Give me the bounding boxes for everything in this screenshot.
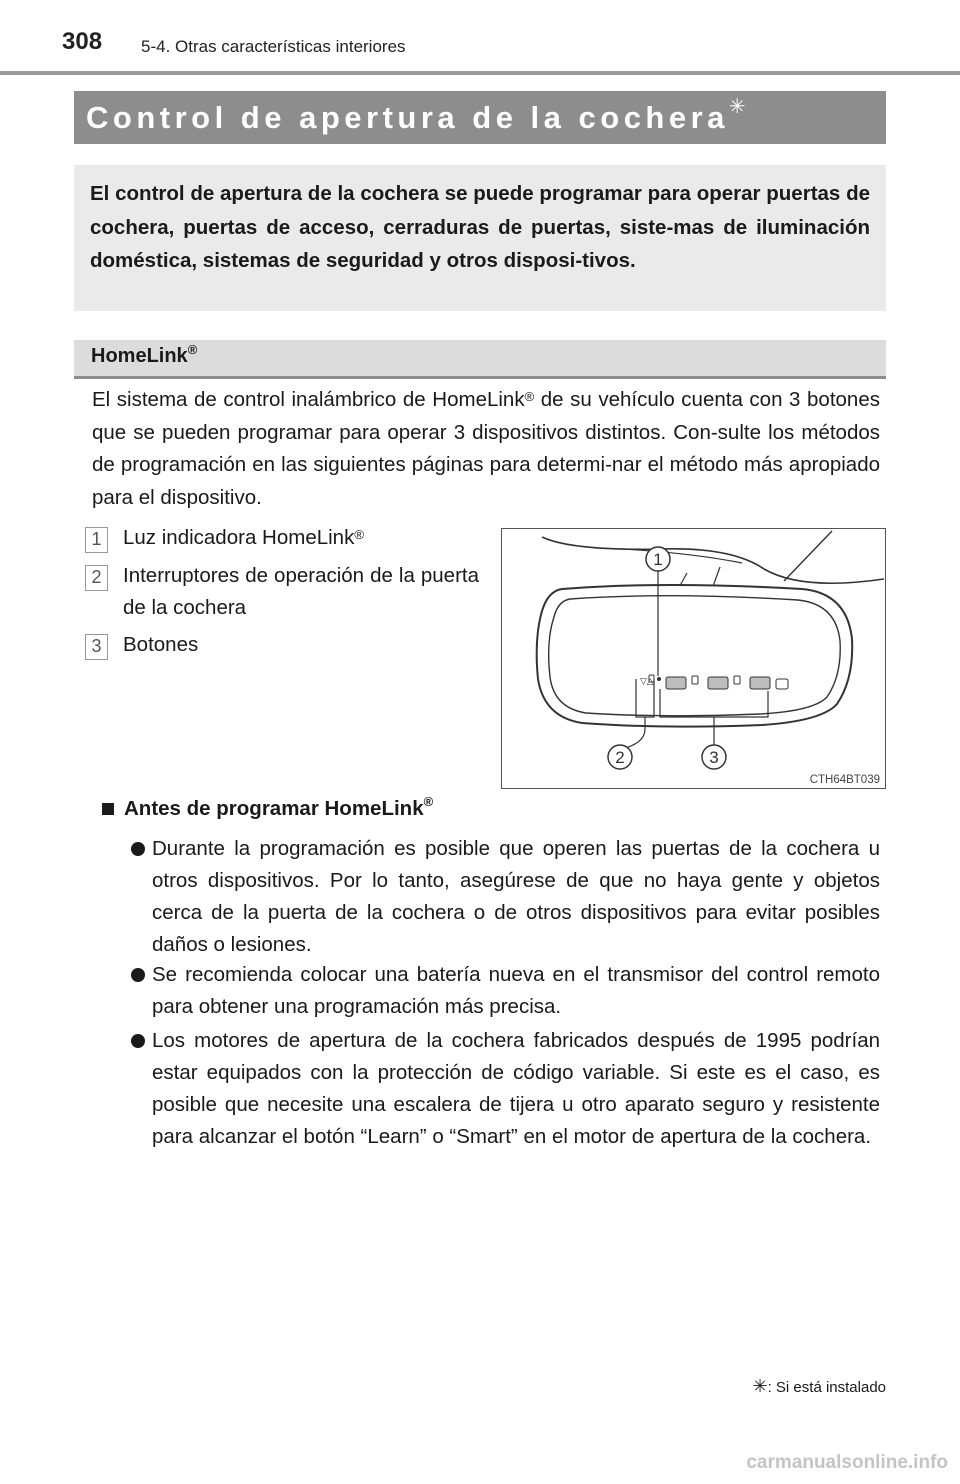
registered-mark: ® [187, 342, 198, 357]
mirror-figure [501, 528, 886, 789]
callout-1: 1 [653, 550, 663, 569]
intro-box [74, 165, 886, 311]
homelink-paragraph-part1: El sistema de control inalámbrico de HomeLink [92, 388, 525, 411]
before-programming-heading-text: Antes de programar HomeLink [124, 797, 424, 820]
legend-number-2: 2 [85, 565, 108, 591]
header-rule [0, 71, 960, 75]
intro-text: El control de apertura de la cochera se puede programar para operar puertas de cochera, puertas de acceso, cerraduras de puertas, siste-mas de iluminación doméstica, sistemas de seguridad y otros disposi-tivos. [90, 182, 870, 272]
legend-item-2: Interruptores de operación de la puerta de la cochera [123, 564, 479, 619]
square-bullet-icon [102, 803, 114, 815]
homelink-heading-text: HomeLink [91, 345, 188, 367]
legend-item-1 [123, 522, 483, 554]
homelink-heading [91, 342, 198, 368]
asterisk-icon: ✳ [752, 1376, 768, 1396]
rearview-mirror-illustration [502, 529, 884, 787]
callout-3: 3 [709, 748, 719, 767]
bullet-dot-icon [131, 968, 145, 982]
page-title [86, 96, 746, 136]
svg-text:▽△: ▽△ [640, 677, 654, 687]
legend-number-1: 1 [85, 527, 108, 553]
bullet-dot-icon [131, 842, 145, 856]
legend-number-3: 3 [85, 634, 108, 660]
registered-mark: ® [524, 389, 535, 404]
title-bar [74, 91, 886, 144]
asterisk-icon: ✳ [728, 96, 746, 118]
legend-item-3: Botones [123, 633, 199, 656]
figure-label: CTH64BT039 [809, 774, 880, 786]
bullet-item-2: Se recomienda colocar una batería nueva en el transmisor del control remoto para obtener una programación más precisa. [152, 963, 880, 1018]
bullet-dot-icon [131, 1034, 145, 1048]
footnote [753, 1376, 887, 1397]
registered-mark: ® [423, 794, 434, 809]
homelink-paragraph-part2: de su vehículo cuenta con 3 botones que se pueden programar para operar 3 dispositivos distintos. Con-sulte los métodos de programación en las siguientes páginas para determi-nar el método más apropiado para el dispositivo. [92, 388, 880, 509]
homelink-paragraph [92, 384, 880, 514]
watermark: carmanualsonline.info [746, 1452, 948, 1473]
registered-mark: ® [354, 527, 364, 542]
homelink-heading-bar [74, 340, 886, 379]
legend-item-1-text: Luz indicadora HomeLink [123, 526, 355, 549]
page-title-text: Control de apertura de la cochera [86, 100, 729, 135]
section-reference: 5-4. Otras características interiores [141, 37, 406, 56]
page-number: 308 [62, 28, 103, 55]
bullet-item-1: Durante la programación es posible que operen las puertas de la cochera u otros dispositivos. Por lo tanto, asegúrese de que no haya gente y objetos cerca de la puerta de la cochera o de otros dispositivos para evitar posibles daños o lesiones. [152, 837, 880, 956]
before-programming-heading [102, 794, 434, 821]
bullet-item-3: Los motores de apertura de la cochera fabricados después de 1995 podrían estar equipados con la protección de código variable. Si este es el caso, es posible que necesite una escalera de tijera u otro aparato seguro y resistente para alcanzar el botón “Learn” o “Smart” en el motor de apertura de la cochera. [152, 1029, 880, 1148]
footnote-text: : Si está instalado [767, 1379, 886, 1396]
callout-2: 2 [615, 748, 625, 767]
